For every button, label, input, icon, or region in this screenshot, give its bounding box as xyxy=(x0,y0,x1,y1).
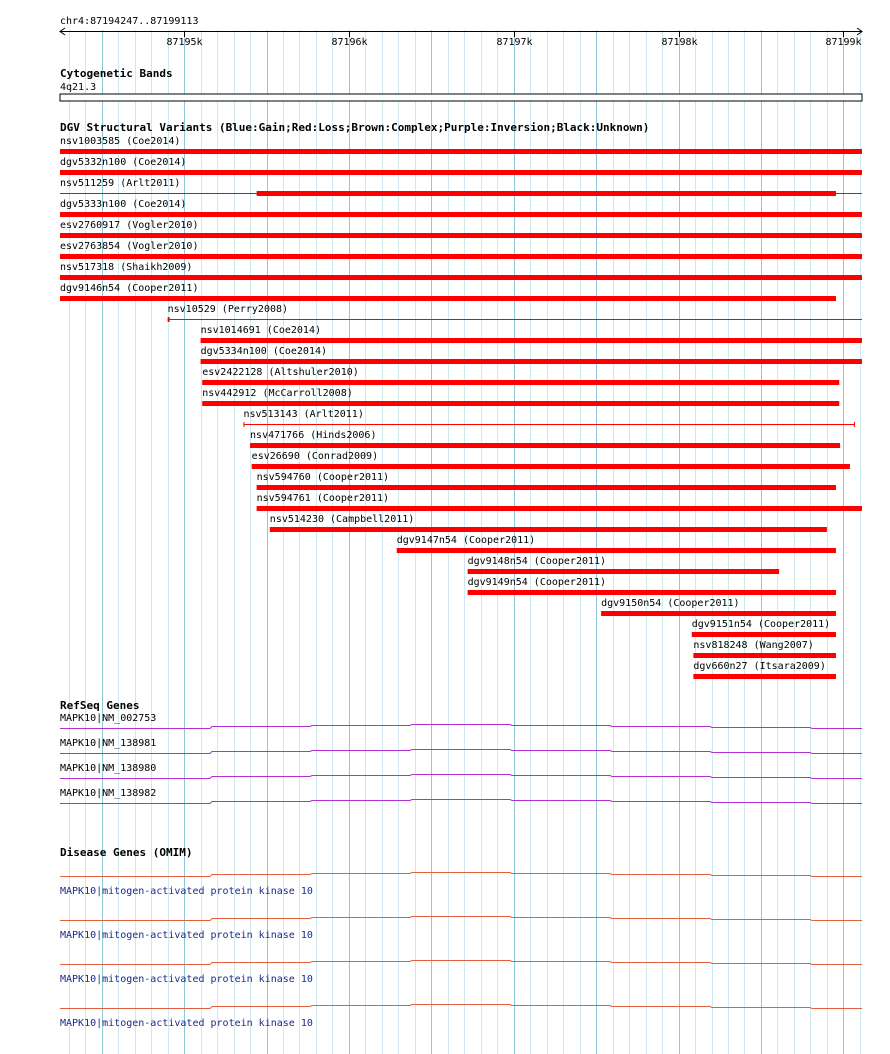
refseq-title: RefSeq Genes xyxy=(60,699,140,712)
dgv-feature-bar xyxy=(60,275,862,280)
omim-gene-model xyxy=(60,1005,862,1009)
refseq-gene-model xyxy=(60,800,862,804)
dgv-feature-line xyxy=(243,424,854,425)
dgv-feature-label: nsv594761 (Cooper2011) xyxy=(256,493,390,504)
dgv-feature-label: dgv9147n54 (Cooper2011) xyxy=(396,535,536,546)
dgv-feature-end-tick xyxy=(854,422,855,427)
dgv-feature-label: nsv818248 (Wang2007) xyxy=(693,640,814,651)
dgv-feature-label: dgv5333n100 (Coe2014) xyxy=(60,199,187,210)
position-ruler xyxy=(60,16,862,48)
dgv-feature-label: esv2763854 (Vogler2010) xyxy=(60,241,199,252)
dgv-feature-label: nsv442912 (McCarroll2008) xyxy=(202,388,353,399)
dgv-feature-label: esv2422128 (Altshuler2010) xyxy=(202,367,359,378)
omim-gene-model xyxy=(60,873,862,877)
dgv-feature-bar xyxy=(60,233,862,238)
cytoband-label: 4q21.3 xyxy=(60,82,97,93)
dgv-feature-label: nsv10529 (Perry2008) xyxy=(167,304,289,315)
dgv-feature-bar xyxy=(468,590,836,595)
refseq-gene-label: MAPK10|NM_138982 xyxy=(60,788,157,799)
dgv-feature-label: dgv9149n54 (Cooper2011) xyxy=(467,577,607,588)
dgv-track xyxy=(60,121,862,679)
dgv-feature-bar xyxy=(202,380,839,385)
omim-gene-label: MAPK10|mitogen-activated protein kinase 10 xyxy=(60,886,313,897)
dgv-feature-bar xyxy=(468,569,780,574)
dgv-feature-label: nsv513143 (Arlt2011) xyxy=(243,409,364,420)
dgv-feature-label: esv26690 (Conrad2009) xyxy=(251,451,379,462)
refseq-gene-label: MAPK10|NM_138981 xyxy=(60,738,157,749)
dgv-feature-label: dgv660n27 (Itsara2009) xyxy=(693,661,826,672)
dgv-feature-label: esv2760917 (Vogler2010) xyxy=(60,220,199,231)
dgv-feature-bar xyxy=(693,674,836,679)
dgv-feature-bar xyxy=(60,296,836,301)
dgv-feature-bar xyxy=(601,611,836,616)
ruler-tick-label: 87197k xyxy=(496,37,533,48)
omim-track xyxy=(60,846,862,1029)
refseq-gene-model xyxy=(60,775,862,779)
omim-title: Disease Genes (OMIM) xyxy=(60,846,193,859)
dgv-feature-bar xyxy=(201,338,862,343)
cytoband-track xyxy=(60,67,862,101)
dgv-feature-label: dgv9150n54 (Cooper2011) xyxy=(601,598,740,609)
dgv-feature-label: dgv9151n54 (Cooper2011) xyxy=(691,619,831,630)
dgv-feature-label: dgv5334n100 (Coe2014) xyxy=(200,346,328,357)
dgv-title: DGV Structural Variants (Blue:Gain;Red:Loss;Brown:Complex;Purple:Inversion;Black:Unknown) xyxy=(60,121,650,134)
dgv-feature-line xyxy=(168,319,862,320)
dgv-feature-bar xyxy=(60,212,862,217)
refseq-gene-model xyxy=(60,725,862,729)
dgv-feature-label: nsv1014691 (Coe2014) xyxy=(200,325,322,336)
dgv-feature-label: dgv9146n54 (Cooper2011) xyxy=(60,283,199,294)
dgv-feature-bar xyxy=(60,254,862,259)
dgv-feature-bar xyxy=(257,485,836,490)
omim-gene-model xyxy=(60,961,862,965)
ruler-tick-label: 87199k xyxy=(825,37,862,48)
dgv-feature-bar xyxy=(252,464,850,469)
dgv-feature-label: nsv471766 (Hinds2006) xyxy=(250,430,377,441)
cytoband-title: Cytogenetic Bands xyxy=(60,67,173,80)
dgv-feature-bar xyxy=(270,527,827,532)
dgv-feature-label: dgv9148n54 (Cooper2011) xyxy=(467,556,607,567)
dgv-feature-label: nsv517318 (Shaikh2009) xyxy=(60,262,193,273)
dgv-feature-label: nsv511259 (Arlt2011) xyxy=(60,178,181,189)
ruler-tick-label: 87196k xyxy=(331,37,368,48)
dgv-feature-label: dgv5332n100 (Coe2014) xyxy=(60,157,187,168)
ruler-tick-label: 87195k xyxy=(166,37,203,48)
dgv-feature-label: nsv594760 (Cooper2011) xyxy=(256,472,390,483)
refseq-gene-label: MAPK10|NM_138980 xyxy=(60,763,157,774)
dgv-feature-bar xyxy=(60,149,862,154)
dgv-feature-start-tick xyxy=(168,317,170,322)
refseq-gene-model xyxy=(60,750,862,754)
dgv-feature-bar xyxy=(202,401,839,406)
region-label: chr4:87194247..87199113 xyxy=(60,16,199,27)
dgv-feature-bar xyxy=(201,359,862,364)
dgv-feature-bar xyxy=(397,548,836,553)
dgv-feature-label: nsv514230 (Campbell2011) xyxy=(269,514,415,525)
omim-gene-label: MAPK10|mitogen-activated protein kinase 10 xyxy=(60,930,313,941)
refseq-gene-label: MAPK10|NM_002753 xyxy=(60,713,157,724)
dgv-feature-bar xyxy=(250,443,840,448)
dgv-feature-label: nsv1003585 (Coe2014) xyxy=(60,136,181,147)
dgv-feature-core xyxy=(257,191,836,196)
omim-gene-label: MAPK10|mitogen-activated protein kinase 10 xyxy=(60,974,313,985)
dgv-feature-start-tick xyxy=(243,422,244,427)
dgv-feature-bar xyxy=(692,632,836,637)
omim-gene-model xyxy=(60,917,862,921)
dgv-feature-bar xyxy=(257,506,862,511)
ruler-tick-label: 87198k xyxy=(661,37,698,48)
dgv-feature-bar xyxy=(60,170,862,175)
dgv-feature-bar xyxy=(693,653,836,658)
cytoband-ideogram xyxy=(60,94,862,101)
refseq-track xyxy=(60,699,862,804)
omim-gene-label: MAPK10|mitogen-activated protein kinase 10 xyxy=(60,1018,313,1029)
